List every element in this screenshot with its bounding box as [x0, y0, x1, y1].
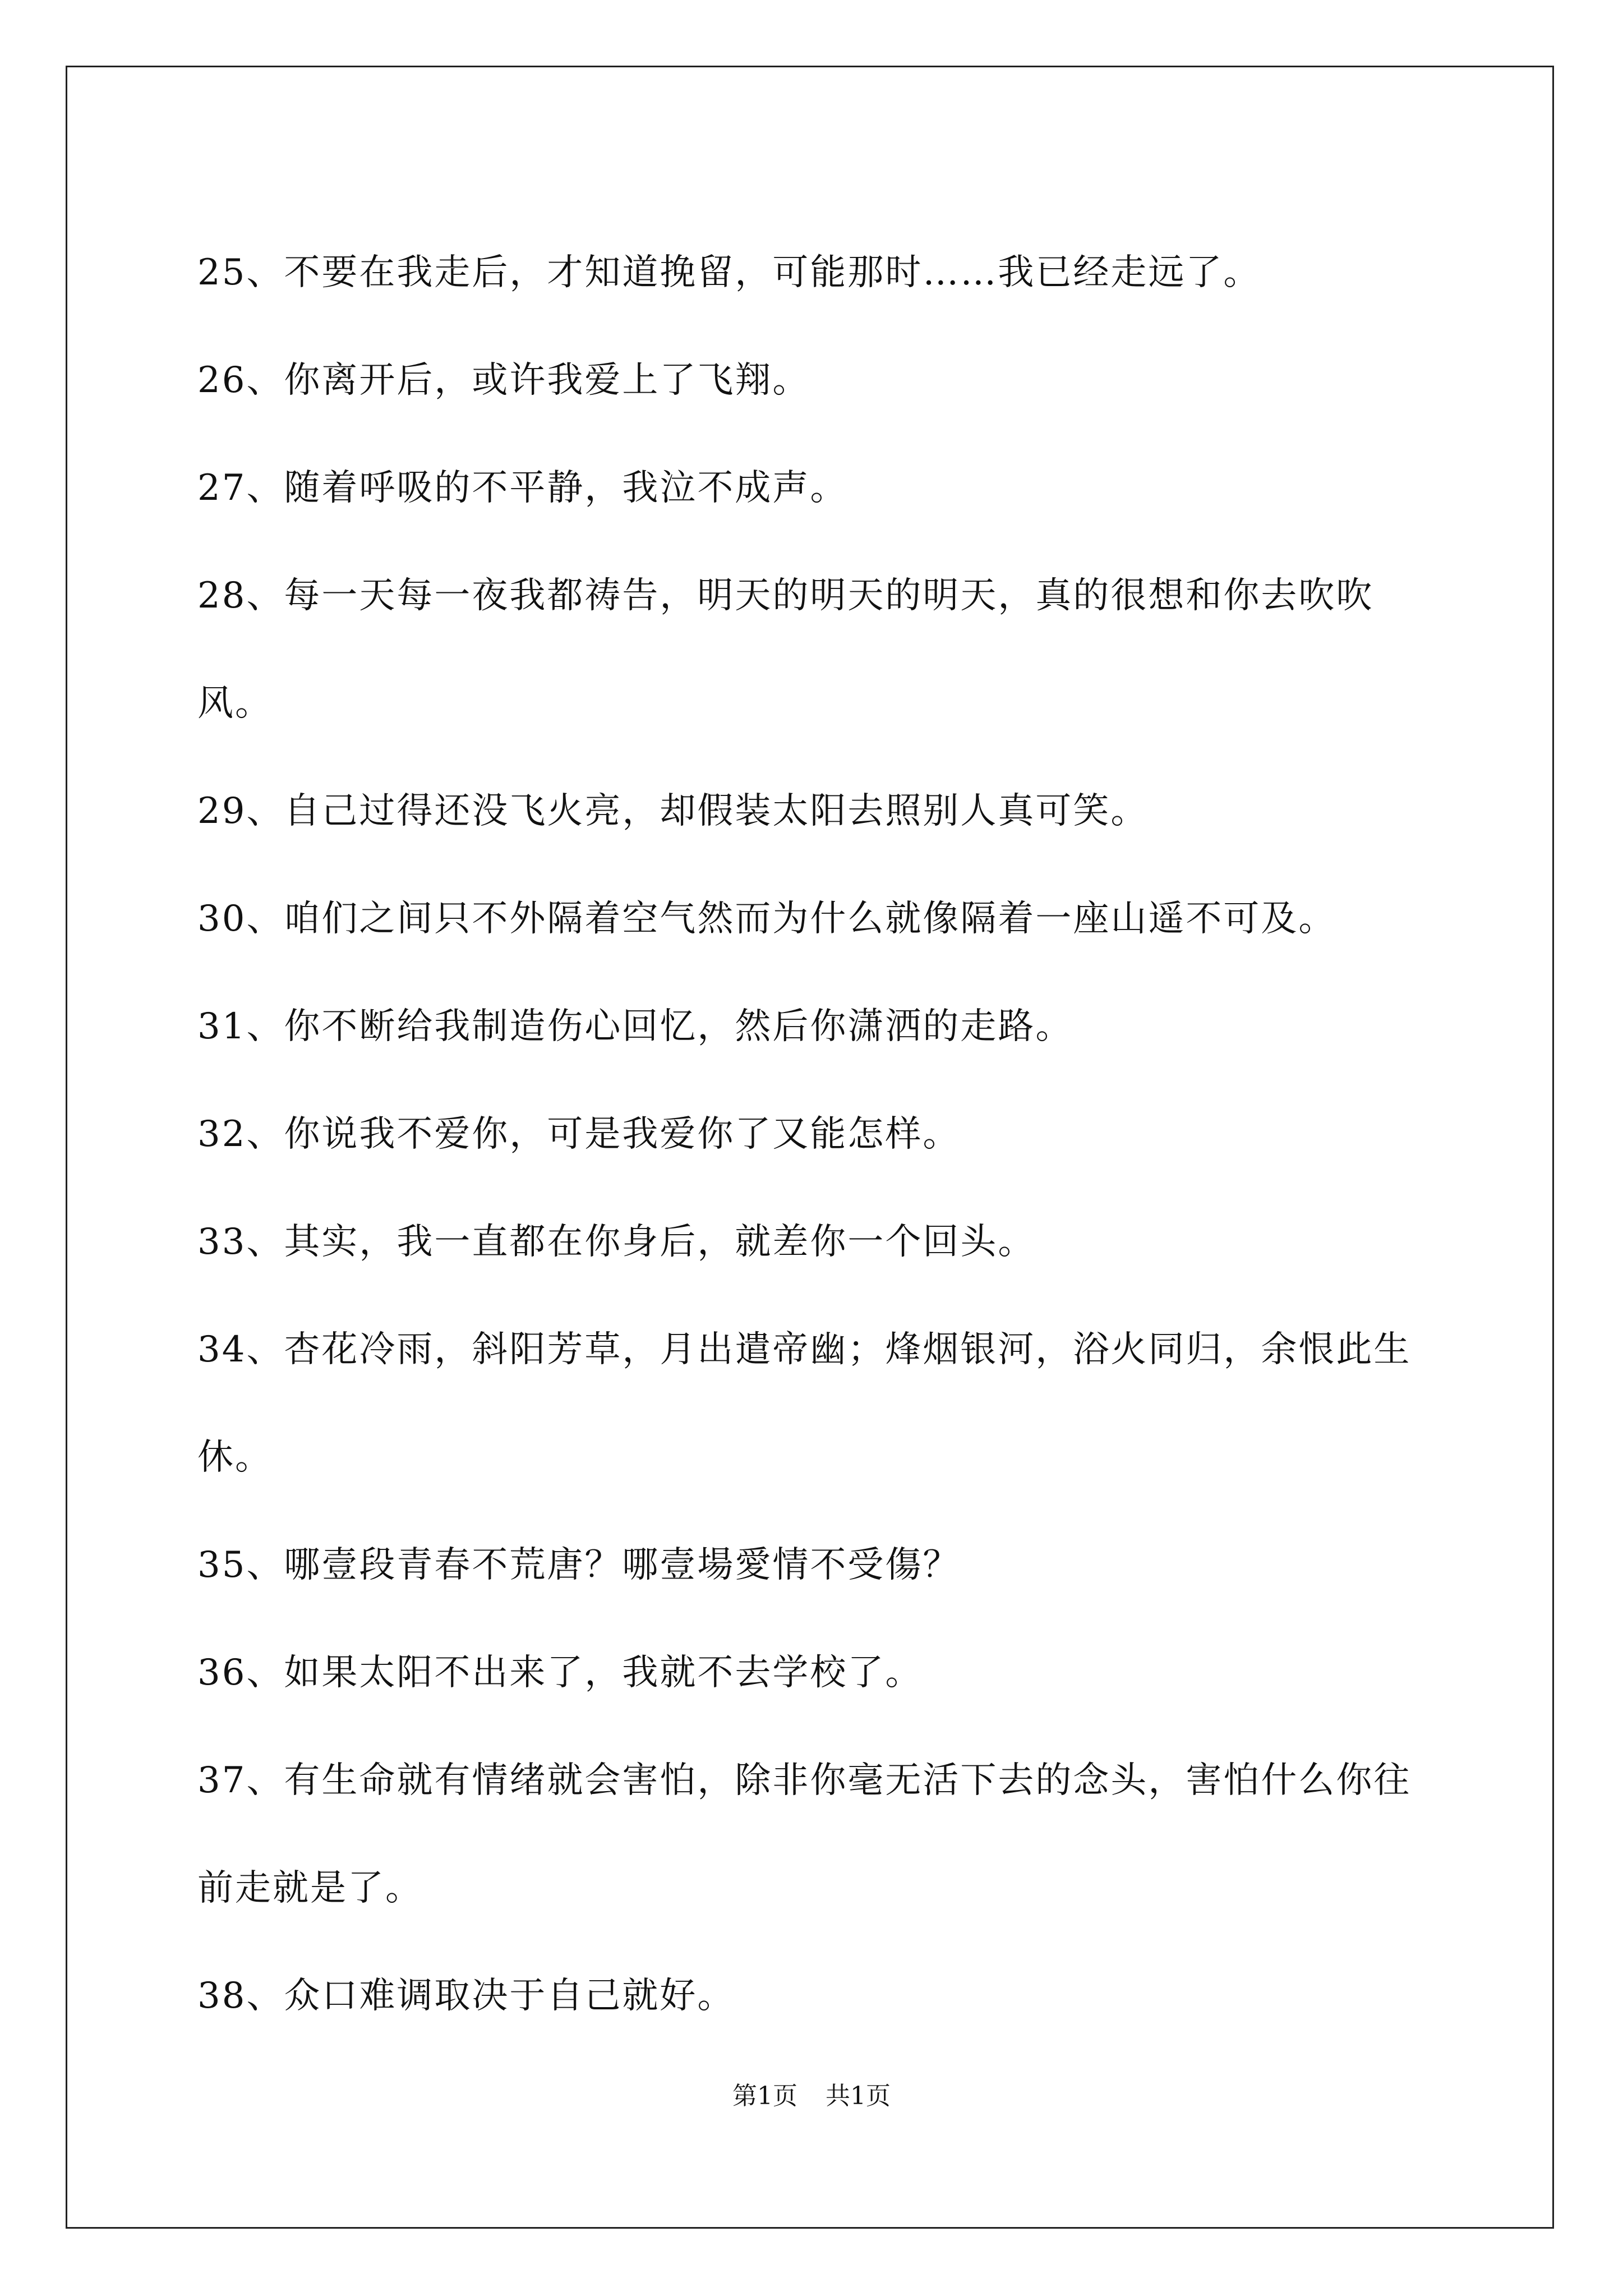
list-item: 30、咱们之间只不外隔着空气然而为什么就像隔着一座山遥不可及。: [197, 898, 1336, 940]
list-item: 33、其实，我一直都在你身后，就差你一个回头。: [197, 1221, 1036, 1263]
list-item: 31、你不断给我制造伤心回忆，然后你潇洒的走路。: [197, 1006, 1073, 1047]
page-footer: [0, 2076, 1623, 2111]
document-body: [197, 219, 1448, 2050]
list-item: 28、每一天每一夜我都祷告，明天的明天的明天，真的很想和你去吹吹风。: [197, 575, 1374, 724]
page-number-current: 第1页: [732, 2082, 797, 2110]
list-item: 38、众口难调取决于自己就好。: [197, 1975, 735, 2017]
list-item: 34、杏花冷雨，斜阳芳草，月出遣帝幽；烽烟银河，浴火同归，余恨此生休。: [197, 1329, 1412, 1478]
list-item: 26、你离开后，或许我爱上了飞翔。: [197, 360, 810, 401]
list-item: 37、有生命就有情绪就会害怕，除非你毫无活下去的念头，害怕什么你往前走就是了。: [197, 1760, 1412, 1909]
list-item: 25、不要在我走后，才知道挽留，可能那时……我已经走远了。: [197, 252, 1261, 293]
page-number-total: 共1页: [826, 2082, 891, 2110]
list-item: 35、哪壹段青春不荒唐？哪壹場愛情不受傷？: [197, 1544, 961, 1586]
list-item: 32、你说我不爱你，可是我爱你了又能怎样。: [197, 1114, 961, 1155]
list-item: 29、自己过得还没飞火亮，却假装太阳去照别人真可笑。: [197, 790, 1149, 832]
list-item: 36、如果太阳不出来了，我就不去学校了。: [197, 1652, 923, 1694]
list-item: 27、随着呼吸的不平静，我泣不成声。: [197, 467, 848, 509]
